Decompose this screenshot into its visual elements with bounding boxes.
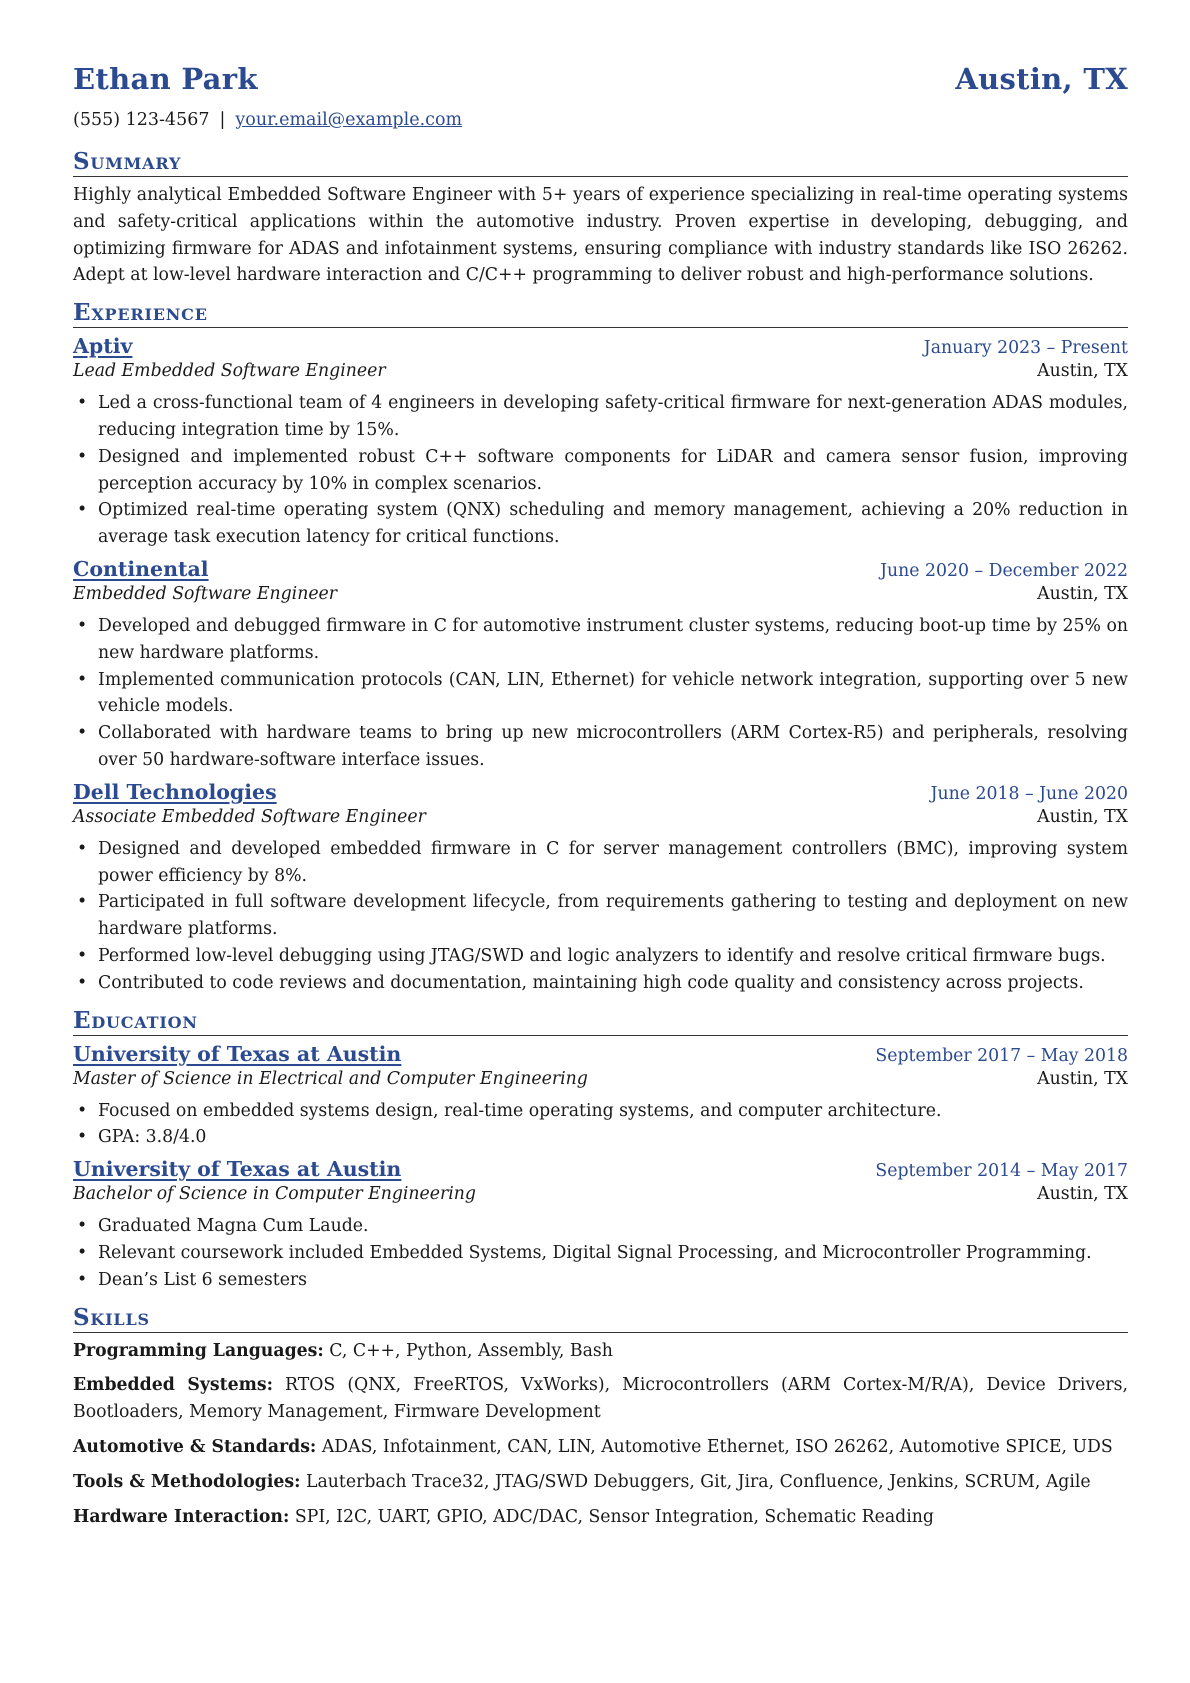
skill-values: C, C++, Python, Assembly, Bash: [329, 1340, 613, 1361]
job-location: Austin, TX: [1037, 806, 1128, 827]
section-title-experience: Experience: [73, 299, 1128, 328]
study-dates: September 2017 – May 2018: [875, 1045, 1128, 1066]
achievement-list: [73, 390, 1128, 551]
degree-title: Bachelor of Science in Computer Engineering: [73, 1184, 476, 1205]
job-title: Associate Embedded Software Engineer: [73, 806, 426, 827]
employer-name[interactable]: Continental: [73, 556, 209, 581]
skill-category: Automotive & Standards:: [73, 1436, 317, 1457]
education-section: [73, 1007, 1128, 1294]
achievement-list: [73, 836, 1128, 997]
school-name[interactable]: University of Texas at Austin: [73, 1157, 402, 1182]
degree-title: Master of Science in Electrical and Computer Engineering: [73, 1068, 588, 1089]
skill-row: [73, 1504, 1128, 1531]
list-item: • Led a cross-functional team of 4 engineers in developing safety-critical firmware for next-generation ADAS modules, reducing integration time by 15%.: [98, 390, 1128, 444]
skill-row: [73, 1372, 1128, 1426]
skill-values: SPI, I2C, UART, GPIO, ADC/DAC, Sensor Integration, Schematic Reading: [294, 1506, 934, 1527]
resume-page: [73, 62, 1128, 1530]
phone-number: (555) 123-4567: [73, 110, 210, 130]
experience-section: [73, 299, 1128, 996]
list-item: • Implemented communication protocols (CAN, LIN, Ethernet) for vehicle network integration, supporting over 5 new vehicle models.: [98, 667, 1128, 721]
skill-category: Tools & Methodologies:: [73, 1471, 301, 1492]
employment-dates: January 2023 – Present: [923, 338, 1128, 359]
list-item: • Designed and implemented robust C++ software components for LiDAR and camera sensor fusion, improving perception accuracy by 10% in complex scenarios.: [98, 444, 1128, 498]
list-item: • Focused on embedded systems design, real-time operating systems, and computer architecture.: [98, 1098, 1128, 1125]
employer-name[interactable]: Dell Technologies: [73, 779, 277, 804]
experience-entry: [73, 334, 1128, 551]
skill-category: Hardware Interaction:: [73, 1506, 290, 1527]
list-item: • Developed and debugged firmware in C for automotive instrument cluster systems, reducing boot-up time by 25% on new hardware platforms.: [98, 613, 1128, 667]
job-title: Lead Embedded Software Engineer: [73, 361, 386, 382]
skill-row: [73, 1434, 1128, 1461]
summary-text: Highly analytical Embedded Software Engineer with 5+ years of experience specializing in real-time operating systems and safety-critical applications within the automotive industry. Proven expertise in developing, debugging, and optimizing firmware for ADAS and infotainment systems, ensuring compliance with industry standards like ISO 26262. Adept at low-level hardware interaction and C/C++ programming to deliver robust and high-performance solutions.: [73, 185, 1128, 286]
skill-values: RTOS (QNX, FreeRTOS, VxWorks), Microcontrollers (ARM Cortex-M/R/A), Device Drivers, Bootloaders, Memory Management, Firmware Development: [73, 1375, 1129, 1423]
education-entry: [73, 1042, 1128, 1152]
education-details: [73, 1213, 1128, 1293]
email-link[interactable]: your.email@example.com: [235, 110, 463, 130]
skills-section: [73, 1304, 1128, 1531]
job-location: Austin, TX: [1037, 583, 1128, 604]
list-item: • Performed low-level debugging using JTAG/SWD and logic analyzers to identify and resolve critical firmware bugs.: [98, 943, 1128, 970]
study-dates: September 2014 – May 2017: [875, 1161, 1128, 1182]
skill-values: ADAS, Infotainment, CAN, LIN, Automotive Ethernet, ISO 26262, Automotive SPICE, UDS: [321, 1436, 1113, 1457]
resume-header: [73, 62, 1128, 106]
skill-row: [73, 1338, 1128, 1365]
experience-entry: [73, 780, 1128, 997]
list-item: • Graduated Magna Cum Laude.: [98, 1213, 1128, 1240]
list-item: • Contributed to code reviews and documentation, maintaining high code quality and consistency across projects.: [98, 970, 1128, 997]
section-title-summary: Summary: [73, 148, 1128, 177]
list-item: • Dean’s List 6 semesters: [98, 1267, 1128, 1294]
school-name[interactable]: University of Texas at Austin: [73, 1041, 402, 1066]
job-location: Austin, TX: [1037, 361, 1128, 382]
achievement-list: [73, 613, 1128, 774]
skill-values: Lauterbach Trace32, JTAG/SWD Debuggers, Git, Jira, Confluence, Jenkins, SCRUM, Agile: [306, 1471, 1091, 1492]
list-item: • Collaborated with hardware teams to bring up new microcontrollers (ARM Cortex-R5) and peripherals, resolving over 50 hardware-software interface issues.: [98, 720, 1128, 774]
list-item: • Designed and developed embedded firmware in C for server management controllers (BMC), improving system power efficiency by 8%.: [98, 836, 1128, 890]
school-location: Austin, TX: [1037, 1068, 1128, 1089]
employment-dates: June 2018 – June 2020: [930, 783, 1128, 804]
experience-entry: [73, 557, 1128, 774]
list-item: • Relevant coursework included Embedded Systems, Digital Signal Processing, and Microcontroller Programming.: [98, 1240, 1128, 1267]
skill-category: Embedded Systems:: [73, 1375, 273, 1396]
candidate-location: Austin, TX: [955, 62, 1128, 96]
candidate-name: Ethan Park: [73, 62, 258, 96]
skill-row: [73, 1469, 1128, 1496]
section-title-skills: Skills: [73, 1304, 1128, 1333]
contact-line: [73, 110, 1128, 138]
skill-category: Programming Languages:: [73, 1340, 324, 1361]
employment-dates: June 2020 – December 2022: [880, 560, 1128, 581]
education-details: [73, 1098, 1128, 1152]
list-item: • Optimized real-time operating system (QNX) scheduling and memory management, achieving a 20% reduction in average task execution latency for critical functions.: [98, 497, 1128, 551]
job-title: Embedded Software Engineer: [73, 583, 338, 604]
employer-name[interactable]: Aptiv: [73, 334, 133, 359]
school-location: Austin, TX: [1037, 1184, 1128, 1205]
education-entry: [73, 1157, 1128, 1293]
list-item: • Participated in full software development lifecycle, from requirements gathering to testing and deployment on new hardware platforms.: [98, 889, 1128, 943]
summary-section: [73, 148, 1128, 289]
section-title-education: Education: [73, 1007, 1128, 1036]
list-item: • GPA: 3.8/4.0: [98, 1124, 1128, 1151]
contact-separator: |: [219, 110, 226, 130]
